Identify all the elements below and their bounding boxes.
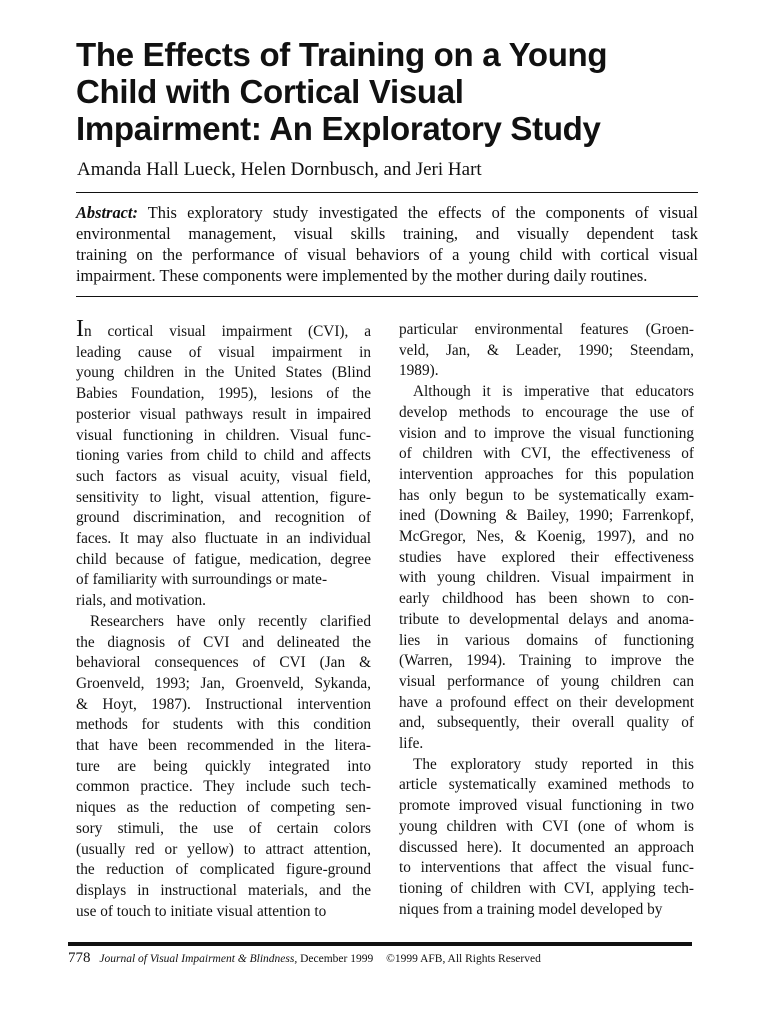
body-line: (Warren, 1994). Training to improve the <box>399 652 694 670</box>
body-line: rials, and motivation. <box>76 592 207 610</box>
body-line: vision and to improve the visual functioning <box>399 424 694 442</box>
body-line: The exploratory study reported in this <box>413 755 694 773</box>
body-line: methods for students with this condition <box>76 716 371 734</box>
body-line: studies have explored their effectiveness <box>399 548 694 566</box>
page-footer <box>68 950 708 967</box>
body-line: intervention approaches for this population <box>399 465 694 483</box>
body-line: have a profound effect on their development <box>399 693 694 711</box>
abstract-line: impairment. These components were implemented by the mother during daily routines. <box>76 266 648 285</box>
body-line: niques from a training model developed by <box>399 900 663 918</box>
body-line: the diagnosis of CVI and delineated the <box>76 633 371 651</box>
body-line: use of touch to initiate visual attention to <box>76 902 327 920</box>
title-line: Impairment: An Exploratory Study <box>76 110 601 147</box>
body-line: posterior visual pathways result in impaired <box>76 405 371 423</box>
body-line: young children with CVI (one of whom is <box>399 817 694 835</box>
body-line: of children with CVI, the effectiveness of <box>399 445 694 463</box>
body-line: ture are being quickly integrated into <box>76 757 371 775</box>
body-line: veld, Jan, & Leader, 1990; Steendam, <box>399 341 694 359</box>
body-line: Groenveld, 1993; Jan, Groenveld, Sykanda, <box>76 674 371 692</box>
abstract-line: environmental management, visual skills training, and visually dependent task <box>76 224 698 243</box>
abstract-line: Abstract: This exploratory study investigated the effects of the components of visual <box>76 203 698 222</box>
body-line: niques as the reduction of competing sen- <box>76 799 371 817</box>
body-line: and, subsequently, their overall quality of <box>399 714 694 732</box>
body-line: the reduction of complicated figure-ground <box>76 861 371 879</box>
body-column-right <box>399 320 694 920</box>
journal-name: Journal of Visual Impairment & Blindness, <box>99 953 298 965</box>
body-line: young children in the United States (Blind <box>76 364 371 382</box>
body-line: behavioral consequences of CVI (Jan & <box>76 654 371 672</box>
body-line: particular environmental features (Groen- <box>399 321 694 338</box>
body-line: In cortical visual impairment (CVI), a <box>76 320 371 343</box>
body-line: has only begun to be systematically exam- <box>399 486 694 504</box>
footer-rule <box>68 942 692 946</box>
abstract-label: Abstract: <box>76 203 138 222</box>
body-line: visual functioning in children. Visual func- <box>76 426 371 444</box>
body-line: tioning varies from child to child and affects <box>76 447 371 465</box>
body-line: leading cause of visual impairment in <box>76 343 371 361</box>
body-line: & Hoyt, 1987). Instructional intervention <box>76 695 371 713</box>
body-line: article systematically examined methods to <box>399 776 694 794</box>
body-line: Researchers have only recently clarified <box>90 612 371 630</box>
body-line: McGregor, Nes, & Koenig, 1997), and no <box>399 528 694 546</box>
body-line: child because of fatigue, medication, degree <box>76 550 371 568</box>
body-line: displays in instructional materials, and the <box>76 881 371 899</box>
body-line: (usually red or yellow) to attract attention, <box>76 840 371 858</box>
body-line: such factors as visual acuity, visual field, <box>76 467 371 485</box>
title-line: Child with Cortical Visual <box>76 73 464 110</box>
body-line: Although it is imperative that educators <box>413 383 694 401</box>
body-line: that have been recommended in the litera- <box>76 737 371 755</box>
body-line: sensitivity to light, visual attention, figure- <box>76 488 371 506</box>
body-line: lies in various domains of functioning <box>399 631 694 649</box>
body-line: tioning of children with CVI, applying tech- <box>399 879 694 897</box>
body-line: ined (Downing & Bailey, 1990; Farrenkopf, <box>399 507 694 525</box>
body-line: ground discrimination, and recognition of <box>76 509 371 527</box>
body-line: faces. It may also fluctuate in an individual <box>76 530 371 548</box>
body-line: promote improved visual functioning in two <box>399 797 694 815</box>
body-line: develop methods to encourage the use of <box>399 403 694 421</box>
body-line: 1989). <box>399 362 439 380</box>
body-line: common practice. They include such tech- <box>76 778 371 796</box>
title-line: The Effects of Training on a Young <box>76 36 608 73</box>
body-line: sory stimuli, the use of certain colors <box>76 819 371 837</box>
issue-date: December 1999 <box>300 953 374 965</box>
body-line: life. <box>399 735 424 753</box>
body-line: to interventions that affect the visual func- <box>399 859 694 877</box>
body-line: of familiarity with surroundings or mate- <box>76 571 328 589</box>
abstract-top-rule <box>76 192 698 193</box>
abstract <box>76 202 698 286</box>
body-line: Babies Foundation, 1995), lesions of the <box>76 385 371 403</box>
body-line: visual performance of young children can <box>399 672 694 690</box>
body-line: with young children. Visual impairment in <box>399 569 694 587</box>
page-number: 778 <box>68 950 91 966</box>
body-line: tribute to developmental delays and anoma- <box>399 610 694 628</box>
author-list: Amanda Hall Lueck, Helen Dornbusch, and Jeri Hart <box>77 159 482 180</box>
body-line: discussed here). It documented an approach <box>399 838 694 856</box>
body-column-left <box>76 320 371 922</box>
article-title <box>76 36 716 147</box>
copyright: ©1999 AFB, All Rights Reserved <box>386 953 541 965</box>
abstract-bottom-rule <box>76 296 698 297</box>
drop-cap: I <box>76 320 84 342</box>
body-line: early childhood has been shown to con- <box>399 590 694 608</box>
abstract-line: training on the performance of visual behaviors of a young child with cortical visual <box>76 245 698 264</box>
